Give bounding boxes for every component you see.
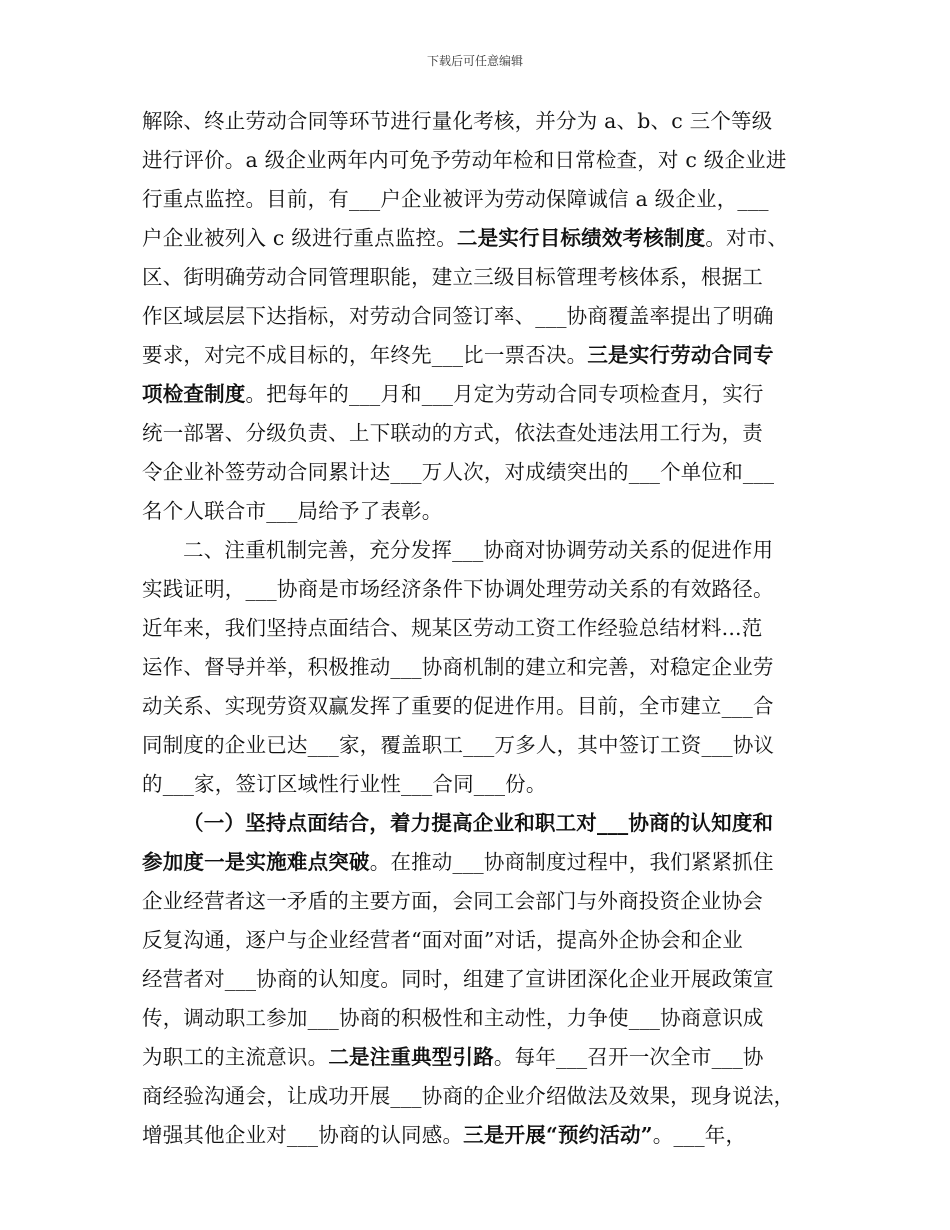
text-segment: 。每年___召开一次全市___协 (493, 1045, 764, 1069)
text-line (142, 180, 812, 219)
text-segment: 。在推动___协商制度过程中，我们紧紧抓住 (369, 850, 774, 874)
text-segment: 进行评价。a 级企业两年内可免予劳动年检和日常检查，对 c 级企业进 (142, 148, 787, 172)
text-line (142, 414, 812, 453)
text-line (142, 726, 812, 765)
body-text (142, 102, 812, 1155)
bold-text-segment: 项检查制度 (142, 382, 246, 406)
text-segment: 企业经营者这一矛盾的主要方面，会同工会部门与外商投资企业协会 (142, 889, 763, 913)
text-line (142, 219, 812, 258)
text-line (142, 297, 812, 336)
text-line (142, 804, 812, 843)
text-line (142, 375, 812, 414)
text-segment: 。把每年的___月和___月定为劳动合同专项检查月，实行 (245, 382, 764, 406)
text-line (142, 609, 812, 648)
text-segment: 近年来，我们坚持点面结合、规某区劳动工资工作经验总结材料...范 (142, 616, 763, 640)
text-segment: 统一部署、分级负责、上下联动的方式，依法查处违法用工行为，责 (142, 421, 763, 445)
text-line (142, 960, 812, 999)
text-line (142, 843, 812, 882)
bold-text-segment: 参加度一是实施难点突破 (142, 850, 370, 874)
text-segment: 商经验沟通会，让成功开展___协商的企业介绍做法及效果，现身说法， (142, 1084, 795, 1108)
text-segment: 户企业被列入 c 级进行重点监控。 (142, 226, 457, 250)
text-segment: 二、注重机制完善，充分发挥___协商对协调劳动关系的促进作用 (183, 538, 774, 562)
text-segment: 名个人联合市___局给予了表彰。 (142, 499, 443, 523)
text-line (142, 999, 812, 1038)
text-line (142, 648, 812, 687)
bold-text-segment: （一）坚持点面结合，着力提高企业和职工对___协商的认知度和 (183, 811, 774, 835)
text-segment: 令企业补签劳动合同累计达___万人次，对成绩突出的___个单位和___ (142, 460, 775, 484)
text-segment: 反复沟通，逐户与企业经营者“面对面”对话，提高外企协会和企业 (142, 928, 743, 952)
text-line (142, 921, 812, 960)
text-line (142, 453, 812, 492)
text-segment: 。___年， (652, 1123, 747, 1147)
text-line (142, 1077, 812, 1116)
text-line (142, 258, 812, 297)
text-line (142, 531, 812, 570)
bold-text-segment: 三是实行劳动合同专 (587, 343, 774, 367)
text-segment: 运作、督导并举，积极推动___协商机制的建立和完善，对稳定企业劳 (142, 655, 774, 679)
text-segment: 区、街明确劳动合同管理职能，建立三级目标管理考核体系，根据工 (142, 265, 763, 289)
text-segment: 实践证明，___协商是市场经济条件下协调处理劳动关系的有效路径。 (142, 577, 774, 601)
bold-text-segment: 二是注重典型引路 (328, 1045, 494, 1069)
text-line (142, 765, 812, 804)
text-line (142, 570, 812, 609)
text-line (142, 141, 812, 180)
text-segment: 增强其他企业对___协商的认同感。 (142, 1123, 464, 1147)
text-segment: 行重点监控。目前，有___户企业被评为劳动保障诚信 a 级企业，___ (142, 187, 769, 211)
text-segment: 解除、终止劳动合同等环节进行量化考核，并分为 a、b、c 三个等级 (142, 109, 773, 133)
text-line (142, 1116, 812, 1155)
text-line (142, 102, 812, 141)
text-segment: 要求，对完不成目标的，年终先___比一票否决。 (142, 343, 588, 367)
bold-text-segment: 三是开展“预约活动” (463, 1123, 653, 1147)
text-line (142, 336, 812, 375)
text-segment: 经营者对___协商的认知度。同时，组建了宣讲团深化企业开展政策宣 (142, 967, 774, 991)
text-segment: 作区域层层下达指标，对劳动合同签订率、___协商覆盖率提出了明确 (142, 304, 774, 328)
page-header: 下载后可任意编辑 (426, 54, 523, 68)
text-segment: 。对市、 (705, 226, 789, 250)
bold-text-segment: 二是实行目标绩效考核制度 (456, 226, 706, 250)
text-segment: 动关系、实现劳资双赢发挥了重要的促进作用。目前，全市建立___合 (142, 694, 774, 718)
text-segment: 为职工的主流意识。 (142, 1045, 329, 1069)
text-segment: 的___家，签订区域性行业性___合同___份。 (142, 772, 547, 796)
text-segment: 同制度的企业已达___家，覆盖职工___万多人，其中签订工资___协议 (142, 733, 775, 757)
text-segment: 传，调动职工参加___协商的积极性和主动性，力争使___协商意识成 (142, 1006, 764, 1030)
text-line (142, 687, 812, 726)
text-line (142, 1038, 812, 1077)
text-line (142, 882, 812, 921)
text-line (142, 492, 812, 531)
